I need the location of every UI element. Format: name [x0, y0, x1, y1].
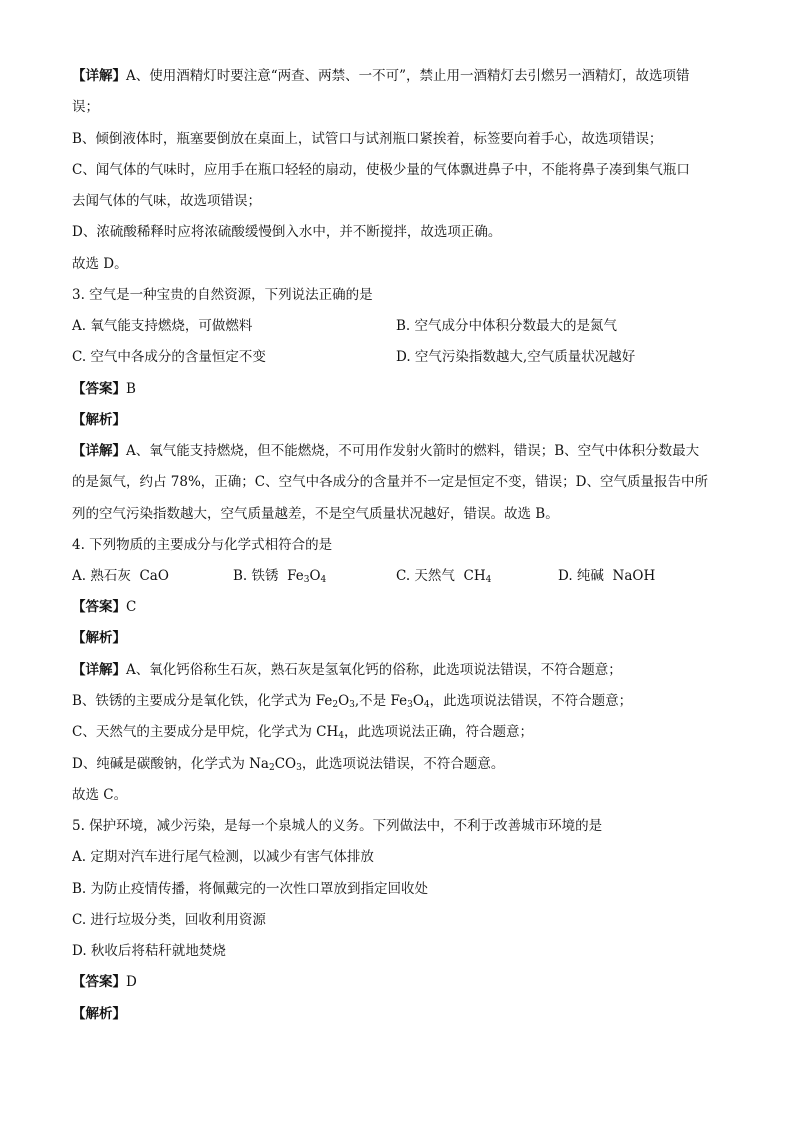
- q5-stem: 5. 保护环境，减少污染，是每一个泉城人的义务。下列做法中，不利于改善城市环境的是: [72, 818, 603, 834]
- detail-tag: 【详解】: [72, 443, 126, 459]
- q3-option-d: D. 空气污染指数越大,空气质量状况越好: [396, 349, 636, 365]
- q3-detail-line1: 【详解】A、氧气能支持燃烧，但不能燃烧，不可用作发射火箭时的燃料，错误；B、空气中体积分数最大: [72, 443, 700, 459]
- q4-detail-d: D、纯碱是碳酸钠，化学式为 $Na_2CO_3$，此选项说法错误，不符合题意。: [72, 756, 505, 773]
- q5-option-a: A. 定期对汽车进行尾气检测，以减少有害气体排放: [72, 849, 374, 865]
- q4-detail-a: 【详解】A、氧化钙俗称生石灰，熟石灰是氢氧化钙的俗称，此选项说法错误，不符合题意；: [72, 662, 622, 678]
- q4-analysis-tag: 【解析】: [72, 630, 126, 646]
- answer-tag: 【答案】: [72, 599, 126, 615]
- q4-option-d: D. 纯碱 NaOH: [558, 568, 656, 584]
- detail-tag: 【详解】: [72, 68, 126, 84]
- q3-option-a: A. 氧气能支持燃烧，可做燃料: [72, 318, 253, 334]
- answer-value: B: [126, 381, 136, 397]
- q5-option-c: C. 进行垃圾分类，回收利用资源: [72, 912, 266, 928]
- q3-stem: 3. 空气是一种宝贵的自然资源，下列说法正确的是: [72, 287, 373, 303]
- q2-detail-a-line2: 误；: [72, 99, 99, 115]
- q4-answer: [72, 597, 734, 617]
- q4-conclusion: 故选 C。: [72, 787, 128, 803]
- q2-detail-b: B、倾倒液体时，瓶塞要倒放在桌面上，试管口与试剂瓶口紧挨着，标签要向着手心，故选项错误；: [72, 131, 663, 147]
- q5-analysis-tag: 【解析】: [72, 1006, 126, 1022]
- q4-option-b: B. 铁锈 $Fe_3O_4$: [233, 568, 327, 585]
- answer-value: D: [126, 974, 137, 990]
- answer-tag: 【答案】: [72, 381, 126, 397]
- q2-detail-a-line1: 【详解】A、使用酒精灯时要注意“两查、两禁、一不可”，禁止用一酒精灯去引燃另一酒精灯，故选项错: [72, 68, 690, 84]
- q2-conclusion: 故选 D。: [72, 256, 128, 272]
- answer-tag: 【答案】: [72, 974, 126, 990]
- answer-value: C: [126, 599, 137, 615]
- q2-detail-c-line1: C、闻气体的气味时，应用手在瓶口轻轻的扇动，使极少量的气体飘进鼻子中，不能将鼻子凑到集气瓶口: [72, 162, 690, 178]
- q5-option-b: B. 为防止疫情传播，将佩戴完的一次性口罩放到指定回收处: [72, 881, 429, 897]
- q4-option-c: C. 天然气 $CH_4$: [396, 568, 492, 585]
- q3-option-b: B. 空气成分中体积分数最大的是氮气: [396, 318, 618, 334]
- q4-stem: 4. 下列物质的主要成分与化学式相符合的是: [72, 537, 333, 553]
- q4-detail-c: C、天然气的主要成分是甲烷，化学式为 $CH_4$，此选项说法正确，符合题意；: [72, 724, 533, 741]
- q3-detail-line3: 列的空气污染指数越大，空气质量越差，不是空气质量状况越好，错误。故选 B。: [72, 506, 559, 522]
- q5-answer: [72, 972, 734, 992]
- q3-detail-line2: 的是氮气，约占 78%，正确；C、空气中各成分的含量并不一定是恒定不变，错误；D、空气质量报告中所: [72, 474, 708, 490]
- q3-analysis-tag: 【解析】: [72, 412, 126, 428]
- q2-detail-c-line2: 去闻气体的气味，故选项错误；: [72, 193, 261, 209]
- q5-option-d: D. 秋收后将秸秆就地焚烧: [72, 943, 226, 959]
- detail-tag: 【详解】: [72, 662, 126, 678]
- q4-detail-b: B、铁锈的主要成分是氧化铁，化学式为 $Fe_2O_3$,不是 $Fe_3O_4$，此选项说法错误，不符合题意；: [72, 693, 633, 710]
- q4-option-a: A. 熟石灰 CaO: [72, 568, 169, 584]
- q3-option-c: C. 空气中各成分的含量恒定不变: [72, 349, 266, 365]
- q2-detail-d: D、浓硫酸稀释时应将浓硫酸缓慢倒入水中，并不断搅拌，故选项正确。: [72, 224, 502, 240]
- q3-answer: [72, 379, 734, 399]
